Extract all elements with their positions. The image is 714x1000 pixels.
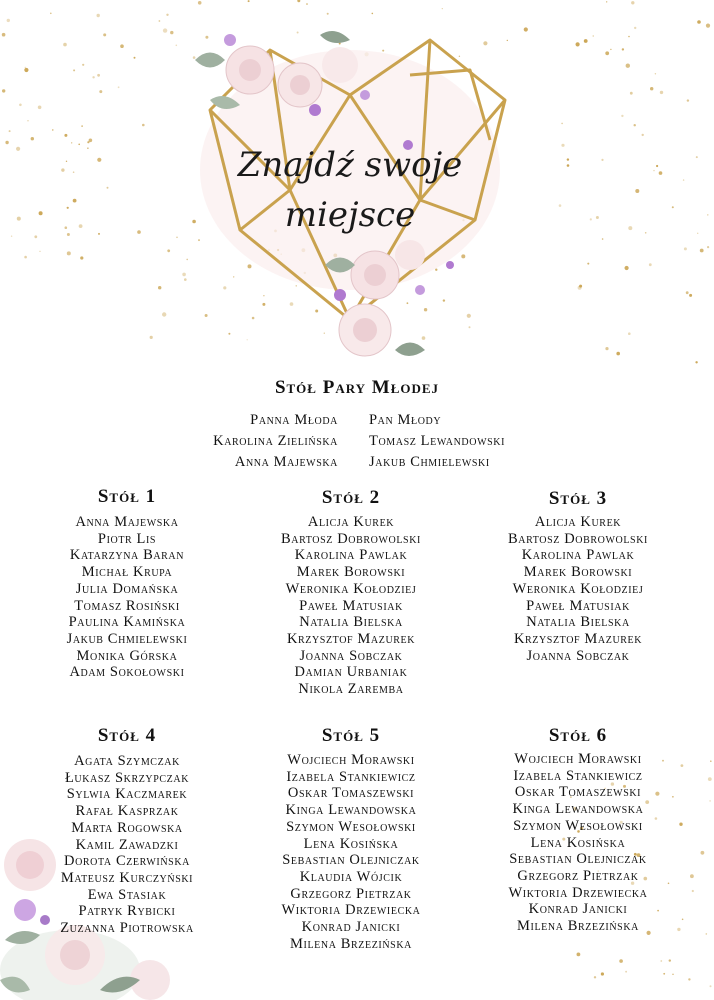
- guest-name: Bartosz Dobrowolski: [508, 530, 648, 547]
- guest-name: Weronika Kołodziej: [512, 580, 644, 597]
- gold-dot: [605, 51, 609, 55]
- guest-name: Joanna Sobczak: [299, 647, 403, 664]
- guest-name: Wojciech Morawski: [287, 752, 415, 768]
- guest-name: Marta Rogowska: [71, 819, 183, 836]
- guest-name: Szymon Wesołowski: [513, 817, 643, 834]
- table-1-guest-list: [27, 514, 227, 681]
- gold-dot: [594, 976, 596, 978]
- gold-dot: [67, 251, 71, 255]
- guest-name: Wiktoria Drzewiecka: [281, 902, 421, 919]
- gold-dot: [118, 86, 120, 88]
- guest-name: Paweł Matusiak: [299, 597, 403, 614]
- gold-dot: [706, 933, 708, 935]
- groom-side-name: Tomasz Lewandowski: [369, 433, 506, 449]
- guest-name: Monika Górska: [76, 647, 178, 664]
- guest-name: Milena Brzezińska: [517, 918, 639, 935]
- gold-dot: [653, 170, 654, 171]
- gold-dot: [61, 168, 64, 171]
- guest-name: Mateusz Kurczyński: [60, 869, 194, 886]
- gold-dot: [2, 33, 6, 37]
- table-2-title: Stół 2: [321, 487, 381, 508]
- table-2-guest-list: [246, 514, 456, 698]
- groom-side-name: Jakub Chmielewski: [369, 454, 490, 470]
- gold-dot: [686, 291, 689, 294]
- guest-name: Paulina Kamińska: [68, 614, 186, 631]
- gold-dot: [27, 120, 28, 121]
- table-5-title: Stół 5: [321, 725, 381, 746]
- gold-dot: [601, 159, 603, 161]
- gold-dot: [66, 161, 67, 162]
- guest-name: Izabela Stankiewicz: [286, 768, 416, 785]
- guest-name: Damian Urbaniak: [294, 664, 408, 681]
- gold-dot: [71, 142, 72, 143]
- gold-dot: [63, 43, 67, 47]
- guest-name: Nikola Zaremba: [298, 681, 404, 698]
- gold-dot: [97, 158, 101, 162]
- gold-dot: [120, 44, 124, 48]
- gold-dot: [701, 851, 705, 855]
- gold-dot: [663, 973, 665, 975]
- guest-name: Sylwia Kaczmarek: [66, 786, 188, 803]
- gold-dot: [697, 20, 701, 24]
- gold-dot: [642, 134, 644, 136]
- guest-name: Joanna Sobczak: [526, 647, 630, 664]
- gold-dot: [649, 263, 652, 266]
- guest-name: Krzysztof Mazurek: [286, 630, 416, 647]
- guest-name: Michał Krupa: [81, 564, 173, 581]
- guest-name: Kinga Lewandowska: [512, 801, 644, 818]
- guest-name: Kamil Zawadzki: [75, 836, 179, 853]
- gold-dot: [635, 189, 639, 193]
- gold-dot: [610, 49, 611, 50]
- gold-dot: [5, 141, 8, 144]
- gold-dot: [626, 63, 630, 67]
- guest-name: Natalia Bielska: [526, 614, 630, 631]
- bride-side-name: Anna Majewska: [234, 454, 338, 470]
- gold-dot: [606, 1, 607, 2]
- gold-dot: [97, 74, 100, 77]
- groom-side-name: Pan Młody: [369, 412, 442, 428]
- gold-dot: [710, 985, 712, 987]
- gold-dot: [672, 974, 673, 975]
- gold-dot: [142, 124, 145, 127]
- gold-dot: [707, 246, 709, 248]
- guest-name: Alicja Kurek: [534, 514, 622, 530]
- gold-dot: [17, 217, 21, 221]
- gold-dot: [601, 972, 604, 975]
- guest-name: Rafał Kasprzak: [75, 803, 179, 820]
- gold-dot: [707, 214, 708, 215]
- page-heading: [230, 140, 470, 240]
- guest-name: Karolina Pawlak: [294, 547, 408, 564]
- table-4-title: Stół 4: [97, 725, 157, 746]
- guest-name: Dorota Czerwińska: [64, 853, 190, 870]
- gold-dot: [561, 144, 564, 147]
- gold-dot: [73, 69, 75, 71]
- gold-dot: [684, 247, 687, 250]
- gold-dot: [39, 251, 40, 252]
- gold-dot: [625, 266, 629, 270]
- gold-dot: [50, 13, 52, 15]
- gold-dot: [593, 35, 594, 36]
- gold-dot: [89, 139, 93, 143]
- table-4-guest-list: [27, 753, 227, 937]
- guest-name: Kinga Lewandowska: [285, 802, 417, 819]
- gold-dot: [579, 285, 582, 288]
- gold-dot: [687, 99, 689, 101]
- gold-dot: [64, 134, 67, 137]
- gold-dot: [628, 226, 632, 230]
- guest-name: Sebastian Olejniczak: [509, 851, 647, 868]
- gold-dot: [16, 147, 20, 151]
- gold-dot: [690, 874, 694, 878]
- groom-side-list: [369, 410, 505, 473]
- table-6-guest-list: [473, 751, 683, 935]
- guest-name: Konrad Janicki: [301, 919, 401, 936]
- guest-name: Adam Sokołowski: [69, 664, 185, 681]
- gold-dot: [696, 156, 698, 158]
- gold-dot: [39, 211, 43, 215]
- gold-dot: [625, 971, 627, 973]
- table-6-title: Stół 6: [548, 725, 608, 746]
- gold-dot: [19, 104, 22, 107]
- guest-name: Szymon Wesołowski: [286, 818, 416, 835]
- guest-name: Alicja Kurek: [307, 514, 395, 530]
- guest-name: Wojciech Morawski: [514, 751, 642, 767]
- gold-dot: [669, 959, 671, 961]
- gold-dot: [645, 232, 647, 234]
- gold-dot: [708, 777, 712, 781]
- gold-dot: [78, 144, 80, 146]
- bride-side-name: Karolina Zielińska: [213, 433, 338, 449]
- guest-name: Anna Majewska: [75, 514, 179, 530]
- guest-name: Bartosz Dobrowolski: [281, 530, 421, 547]
- bride-side-name: Panna Młoda: [250, 412, 338, 428]
- guest-name: Izabela Stankiewicz: [513, 767, 643, 784]
- gold-dot: [81, 125, 83, 127]
- gold-dot: [631, 1, 634, 4]
- gold-dot: [576, 42, 580, 46]
- guest-name: Agata Szymczak: [74, 753, 180, 769]
- guest-name: Julia Domańska: [75, 580, 179, 597]
- guest-name: Weronika Kołodziej: [285, 580, 417, 597]
- gold-dot: [630, 92, 633, 95]
- gold-dot: [73, 171, 75, 173]
- gold-dot: [92, 76, 94, 78]
- gold-dot: [650, 87, 653, 90]
- table-5-guest-list: [246, 752, 456, 952]
- gold-dot: [103, 33, 106, 36]
- guest-name: Krzysztof Mazurek: [513, 630, 643, 647]
- guest-name: Ewa Stasiak: [87, 886, 167, 903]
- gold-dot: [700, 249, 704, 253]
- couple-table-title: Stół Pary Młodej: [274, 377, 440, 398]
- heading-line-2: miejsce: [284, 195, 416, 235]
- gold-dot: [79, 224, 83, 228]
- guest-name: Jakub Chmielewski: [66, 630, 188, 647]
- gold-dot: [655, 73, 656, 74]
- gold-dot: [660, 960, 662, 962]
- bride-side-list: [213, 410, 338, 473]
- guest-name: Sebastian Olejniczak: [282, 852, 420, 869]
- gold-dot: [87, 148, 88, 149]
- guest-name: Patryk Rybicki: [78, 903, 176, 920]
- gold-dot: [24, 68, 28, 72]
- guest-name: Klaudia Wójcik: [299, 868, 403, 885]
- gold-dot: [38, 106, 42, 110]
- gold-dot: [628, 36, 630, 38]
- gold-dot: [67, 233, 70, 236]
- gold-dot: [683, 179, 684, 180]
- guest-name: Zuzanna Piotrowska: [60, 920, 194, 937]
- gold-dot: [134, 57, 136, 59]
- gold-dot: [65, 226, 68, 229]
- gold-dot: [559, 204, 562, 207]
- gold-dot: [97, 14, 100, 17]
- gold-dot: [602, 238, 604, 240]
- gold-dot: [82, 64, 84, 66]
- gold-dot: [587, 263, 589, 265]
- gold-dot: [689, 294, 692, 297]
- gold-dot: [709, 800, 711, 802]
- gold-dot: [107, 187, 109, 189]
- guest-name: Tomasz Rosiński: [74, 597, 180, 614]
- guest-name: Paweł Matusiak: [526, 597, 630, 614]
- gold-dot: [688, 978, 690, 980]
- gold-dot: [584, 39, 588, 43]
- gold-dot: [692, 890, 694, 892]
- guest-name: Milena Brzezińska: [290, 935, 412, 952]
- guest-name: Wiktoria Drzewiecka: [508, 884, 648, 901]
- gold-dot: [137, 230, 141, 234]
- gold-dot: [98, 233, 100, 235]
- gold-dot: [561, 123, 563, 125]
- gold-dot: [695, 361, 697, 363]
- gold-dot: [7, 19, 10, 22]
- gold-dot: [616, 352, 620, 356]
- gold-dot: [99, 90, 102, 93]
- gold-dot: [706, 24, 710, 28]
- gold-dot: [11, 236, 12, 237]
- gold-dot: [34, 235, 37, 238]
- gold-dot: [621, 115, 623, 117]
- gold-dot: [628, 332, 631, 335]
- gold-dot: [67, 207, 69, 209]
- gold-dot: [659, 171, 663, 175]
- gold-dot: [567, 158, 569, 160]
- guest-name: Lena Kosińska: [303, 835, 399, 852]
- guest-name: Natalia Bielska: [299, 614, 403, 631]
- guest-name: Karolina Pawlak: [521, 547, 635, 564]
- gold-dot: [710, 760, 712, 762]
- guest-name: Grzegorz Pietrzak: [517, 867, 639, 884]
- gold-dot: [605, 347, 608, 350]
- gold-dot: [634, 124, 636, 126]
- gold-dot: [2, 89, 5, 92]
- guest-name: Piotr Lis: [97, 530, 157, 547]
- gold-dot: [590, 218, 592, 220]
- guest-name: Marek Borowski: [523, 564, 633, 581]
- gold-dot: [672, 206, 674, 208]
- gold-dot: [25, 67, 26, 68]
- table-3-guest-list: [473, 514, 683, 664]
- guest-name: Konrad Janicki: [528, 901, 628, 918]
- table-3-title: Stół 3: [548, 488, 608, 509]
- guest-name: Łukasz Skrzypczak: [64, 769, 190, 786]
- gold-dot: [656, 165, 658, 167]
- gold-dot: [697, 233, 698, 234]
- heading-line-1: Znajdź swoje: [237, 145, 463, 185]
- gold-dot: [619, 959, 623, 963]
- gold-dot: [9, 130, 11, 132]
- gold-dot: [660, 91, 663, 94]
- table-1-title: Stół 1: [97, 486, 157, 507]
- guest-name: Oskar Tomaszewski: [514, 784, 642, 801]
- gold-dot: [52, 129, 53, 130]
- gold-dot: [80, 256, 83, 259]
- gold-dot: [24, 256, 27, 259]
- gold-dot: [31, 137, 34, 140]
- guest-name: Marek Borowski: [296, 564, 406, 581]
- gold-dot: [577, 953, 581, 957]
- gold-dot: [634, 27, 636, 29]
- gold-dot: [73, 199, 77, 203]
- gold-dot: [622, 48, 624, 50]
- guest-name: Oskar Tomaszewski: [287, 785, 415, 802]
- gold-dot: [567, 164, 570, 167]
- gold-dot: [596, 216, 599, 219]
- guest-name: Grzegorz Pietrzak: [290, 885, 412, 902]
- guest-name: Katarzyna Baran: [69, 547, 185, 564]
- guest-name: Lena Kosińska: [530, 834, 626, 851]
